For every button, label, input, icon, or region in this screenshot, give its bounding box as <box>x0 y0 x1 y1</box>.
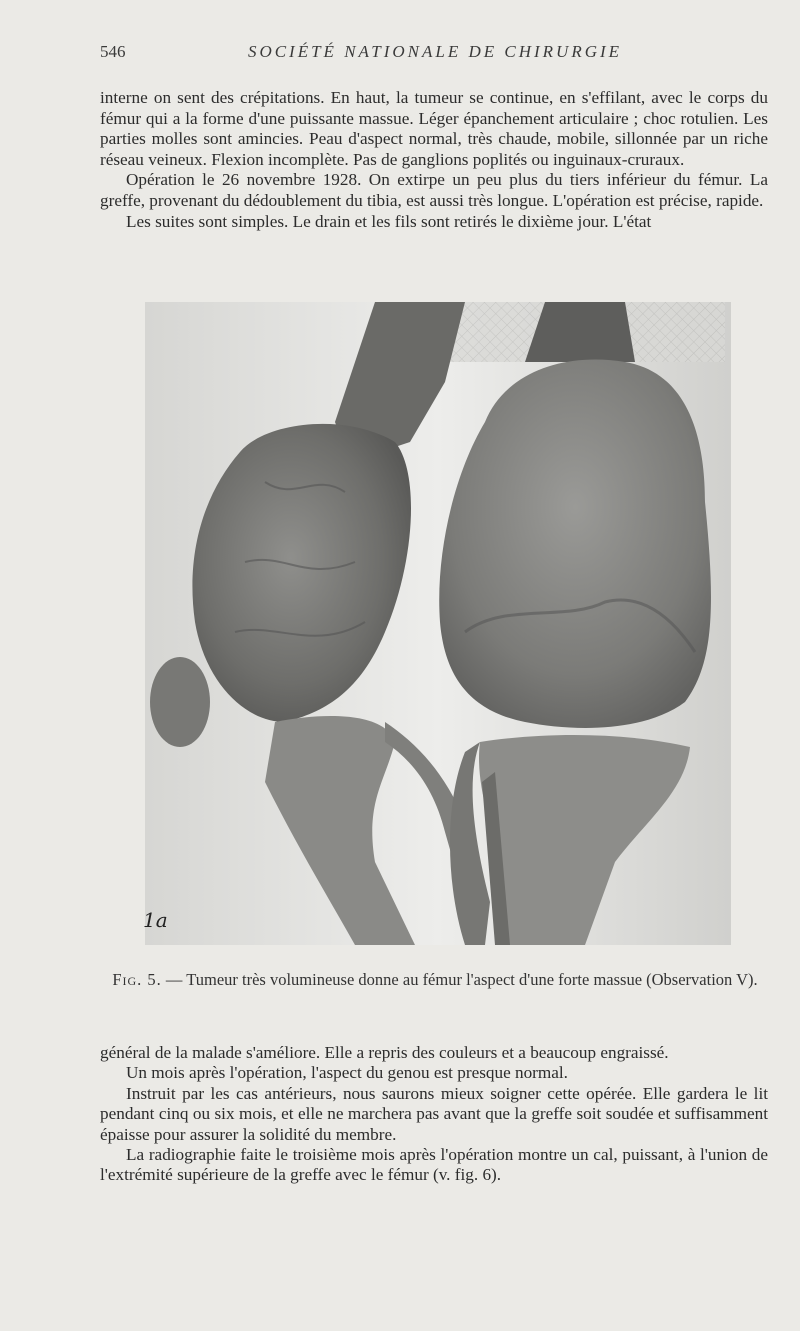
running-title: SOCIÉTÉ NATIONALE DE CHIRURGIE <box>247 42 623 61</box>
figure-label: Fig. 5. <box>112 970 162 989</box>
paragraph: Les suites sont simples. Le drain et les fils sont retirés le dixième jour. L'état <box>126 211 652 231</box>
radiograph-image <box>145 302 731 945</box>
figure-marker: 1a <box>143 908 168 932</box>
bottom-text-block <box>100 1043 768 1186</box>
top-text-block <box>100 88 768 232</box>
paragraph: Instruit par les cas antérieurs, nous saurons mieux soigner cette opérée. Elle gardera le lit pendant cinq ou six mois, et elle ne marchera pas avant que la greffe soit soudée et suffisamment épaisse pour assurer la solidité du membre. <box>100 1083 768 1144</box>
paragraph: Opération le 26 novembre 1928. On extirpe un peu plus du tiers inférieur du fémur. La greffe, provenant du dédoublement du tibia, est aussi très longue. L'opération est précise, rapide. <box>100 170 768 210</box>
page-header <box>100 42 770 66</box>
figure-caption <box>100 970 770 990</box>
paragraph: général de la malade s'améliore. Elle a repris des couleurs et a beaucoup engraissé. <box>100 1043 669 1062</box>
paragraph: interne on sent des crépitations. En haut, la tumeur se continue, en s'effilant, avec le corps du fémur qui a la forme d'une puissante massue. Léger épanchement articulaire ; choc rotulien. Les parties molles sont amincies. Peau d'aspect normal, très chaude, mobile, sillonnée par un riche réseau veineux. Flexion incomplète. Pas de ganglions poplités ou inguinaux-cruraux. <box>100 88 768 169</box>
radiograph-figure <box>145 302 731 945</box>
paragraph: La radiographie faite le troisième mois après l'opération montre un cal, puissant, à l'union de l'extrémité supérieure de la greffe avec le fémur (v. fig. 6). <box>100 1145 768 1185</box>
page-number: 546 <box>100 42 126 61</box>
paragraph: Un mois après l'opération, l'aspect du genou est presque normal. <box>126 1063 568 1083</box>
figure-caption-text: — Tumeur très volumineuse donne au fémur l'aspect d'une forte massue (Observation V). <box>161 970 758 989</box>
